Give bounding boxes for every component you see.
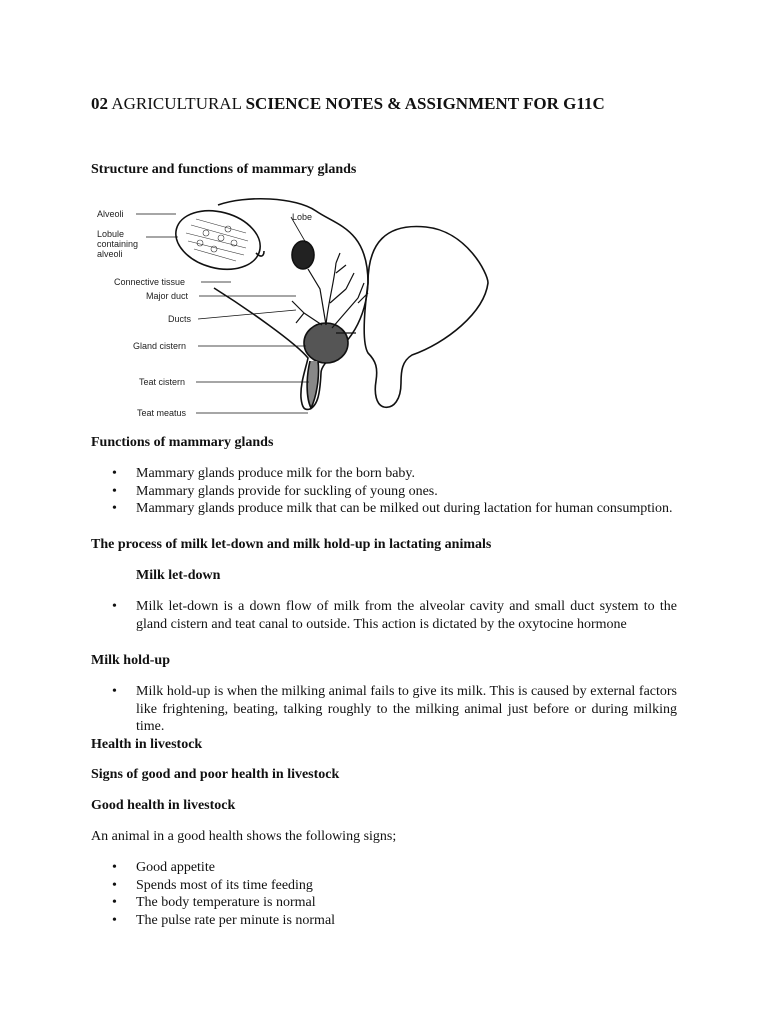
bullet-icon: • [112,895,117,910]
functions-list [91,465,677,518]
label-alveoli: Alveoli [97,209,124,219]
label-lobule-3: alveoli [97,249,123,259]
label-connective-tissue: Connective tissue [114,277,186,287]
list-item: • Spends most of its time feeding [112,877,313,893]
label-lobe: Lobe [292,212,313,222]
label-ducts: Ducts [168,314,192,324]
label-major-duct: Major duct [146,291,189,301]
bullet-icon: • [112,877,117,893]
bullet-icon: • [112,501,117,516]
holdup-list [91,683,677,736]
list-item: • Milk let-down is a down flow of milk from the alveolar cavity and small duct system to the gland cistern and teat canal to outside. This action is dictated by the oxytocine hormone [112,599,677,632]
bullet-icon: • [112,466,117,481]
title-rest: SCIENCE NOTES & ASSIGNMENT FOR G11C [245,94,605,113]
functions-heading: Functions of mammary glands [91,435,274,450]
holdup-heading: Milk hold-up [91,653,170,668]
letdown-list [91,598,677,633]
good-health-heading: Good health in livestock [91,798,236,813]
gland-cistern-shape [304,323,348,363]
bullet-icon: • [112,599,117,614]
lobe-shape [292,241,314,269]
signs-heading: Signs of good and poor health in livestock [91,767,340,782]
udder-right-outline [364,226,488,407]
label-teat-meatus: Teat meatus [137,408,187,418]
list-item: • Milk hold-up is when the milking animal fails to give its milk. This is caused by external factors like frightening, beating, talking roughly to the milking animal just before or during milking time. [112,684,677,734]
list-item: • Mammary glands produce milk for the born baby. [112,466,416,481]
bullet-icon: • [112,684,117,699]
process-heading: The process of milk let-down and milk hold-up in lactating animals [91,537,492,552]
list-item: • Good appetite [112,860,215,875]
list-item: • Mammary glands produce milk that can be milked out during lactation for human consumption. [112,501,673,516]
page-title [91,94,605,114]
list-item: • The body temperature is normal [112,895,316,910]
good-health-intro: An animal in a good health shows the following signs; [91,829,397,844]
label-lobule-1: Lobule [97,229,125,239]
section-heading-structure: Structure and functions of mammary glands [91,162,357,177]
bullet-icon: • [112,483,117,499]
health-heading: Health in livestock [91,737,203,752]
bullet-icon: • [112,860,117,875]
bullet-icon: • [112,912,117,928]
lobule-shape [169,202,267,278]
title-subject: AGRICULTURAL [111,94,242,113]
list-item: • The pulse rate per minute is normal [112,912,336,928]
letdown-heading: Milk let-down [136,568,221,583]
title-number: 02 [91,94,108,113]
good-signs-list [91,859,677,929]
list-item: • Mammary glands provide for suckling of young ones. [112,483,438,499]
label-lobule-2: containing [97,239,139,249]
mammary-gland-diagram [96,193,496,423]
label-gland-cistern: Gland cistern [133,341,187,351]
label-teat-cistern: Teat cistern [139,377,186,387]
